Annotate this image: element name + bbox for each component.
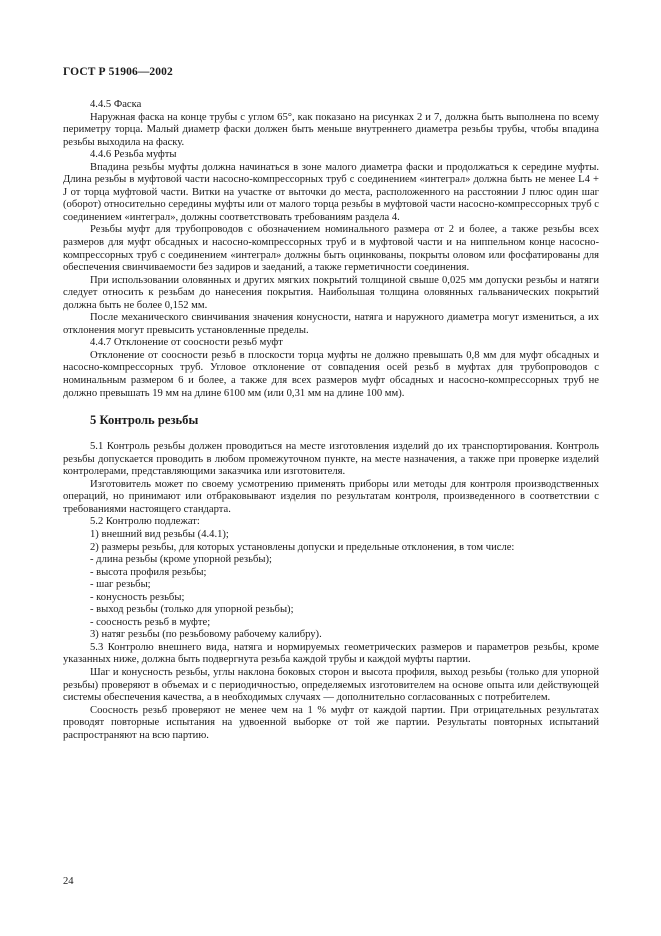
paragraph: 2) размеры резьбы, для которых установлены допуски и предельные отклонения, в том числе: <box>90 541 515 553</box>
paragraph: 5.2 Контролю подлежат: <box>90 516 200 528</box>
paragraph: При использовании оловянных и других мягких покрытий толщиной свыше 0,025 мм допуски резьбы и натяги следует относить к резьбам до нанесения покрытия. Наибольшая толщина оловянных гальванических покрытий должна быть не более 0,152 мм. <box>63 274 599 311</box>
document-header: ГОСТ Р 51906—2002 <box>63 66 173 78</box>
paragraph: - соосность резьб в муфте; <box>90 616 211 628</box>
paragraph: 1) внешний вид резьбы (4.4.1); <box>90 528 229 540</box>
page-content <box>63 99 599 742</box>
paragraph: 5.3 Контролю внешнего вида, натяга и нормируемых геометрических размеров и параметров резьбы, кроме указанных ниже, должна быть подвергнута резьба каждой трубы и каждой муфты партии. <box>63 641 599 666</box>
paragraph: Отклонение от соосности резьб в плоскости торца муфты не должно превышать 0,8 мм для муфт обсадных и насосно-компрессорных труб. Угловое отклонение от совпадения осей резьб в муфтах для трубопроводов с номинальным размером 6 и более, а также для всех размеров муфт обсадных и насосно-компрессорных труб не должно превышать 19 мм на длине 6100 мм (или 0,31 мм на длине 100 мм). <box>63 349 599 399</box>
paragraph: - высота профиля резьбы; <box>90 566 207 578</box>
paragraph: Резьбы муфт для трубопроводов с обозначением номинального размера от 2 и более, а также резьбы всех размеров для муфт обсадных и насосно-компрессорных труб и в муфтовой части и на ниппельном конце насосно-компрессорных труб с соединением «интеграл» должны быть оцинкованы, покрыты оловом или фосфатированы для обеспечения свинчиваемости без задиров и заеданий, а также герметичности соединения. <box>63 224 599 274</box>
paragraph: 3) натяг резьбы (по резьбовому рабочему калибру). <box>90 629 322 641</box>
page-number: 24 <box>63 876 74 887</box>
paragraph: 4.4.7 Отклонение от соосности резьб муфт <box>90 337 283 349</box>
section-title: 5 Контроль резьбы <box>90 413 199 428</box>
paragraph: Впадина резьбы муфты должна начинаться в зоне малого диаметра фаски и продолжаться к середине муфты. Длина резьбы в муфтовой части насосно-компрессорных труб с соединением «интеграл» должна быть не менее L4 + J от торца муфтовой части. Витки на участке от выточки до места, расположенного на расстоянии J плюс один шаг (оборот) относительно середины муфты или от малого торца резьбы в муфтовой части насосно-компрессорных труб с соединением «интеграл», должны соответствовать требованиям раздела 4. <box>63 161 599 223</box>
paragraph: 4.4.6 Резьба муфты <box>90 149 177 161</box>
paragraph: После механического свинчивания значения конусности, натяга и наружного диаметра могут измениться, а их отклонения могут превысить установленные пределы. <box>63 312 599 336</box>
paragraph: - длина резьбы (кроме упорной резьбы); <box>90 554 272 566</box>
paragraph: Изготовитель может по своему усмотрению применять приборы или методы для контроля производственных операций, но принимают или отбраковывают изделия по результатам контроля, произведенного в соответствии с требованиями настоящего стандарта. <box>63 478 599 515</box>
paragraph: - выход резьбы (только для упорной резьбы); <box>90 604 294 616</box>
paragraph: - конусность резьбы; <box>90 591 185 603</box>
paragraph: - шаг резьбы; <box>90 579 151 591</box>
paragraph: Наружная фаска на конце трубы с углом 65°, как показано на рисунках 2 и 7, должна быть выполнена по всему периметру торца. Малый диаметр фаски должен быть меньше внутреннего диаметра резьбы трубы, чтобы впадина резьбы выходила на фаску. <box>63 111 599 148</box>
subsection-4-4-text <box>63 99 599 400</box>
paragraph: Соосность резьб проверяют не менее чем на 1 % муфт от каждой партии. При отрицательных результатах проводят повторные испытания на удвоенной выборке от той же партии. Результаты повторных испытаний распространяют на всю партию. <box>63 704 599 741</box>
paragraph: 5.1 Контроль резьбы должен проводиться на месте изготовления изделий до их транспортирования. Контроль резьбы допускается проводить в любом промежуточном пункте, на месте назначения, а также при проверке изделий контролерами, представляющими заказчика или изготовителя. <box>63 441 599 478</box>
section-5-text <box>63 441 599 742</box>
paragraph: 4.4.5 Фаска <box>90 99 142 110</box>
paragraph: Шаг и конусность резьбы, углы наклона боковых сторон и высота профиля, выход резьбы (только для упорной резьбы) проверяют в объемах и с периодичностью, определяемых изготовителем на основе опыта или действующей системы обеспечения качества, а в необходимых случаях — дополнительно согласованных с потребителем. <box>63 666 599 704</box>
